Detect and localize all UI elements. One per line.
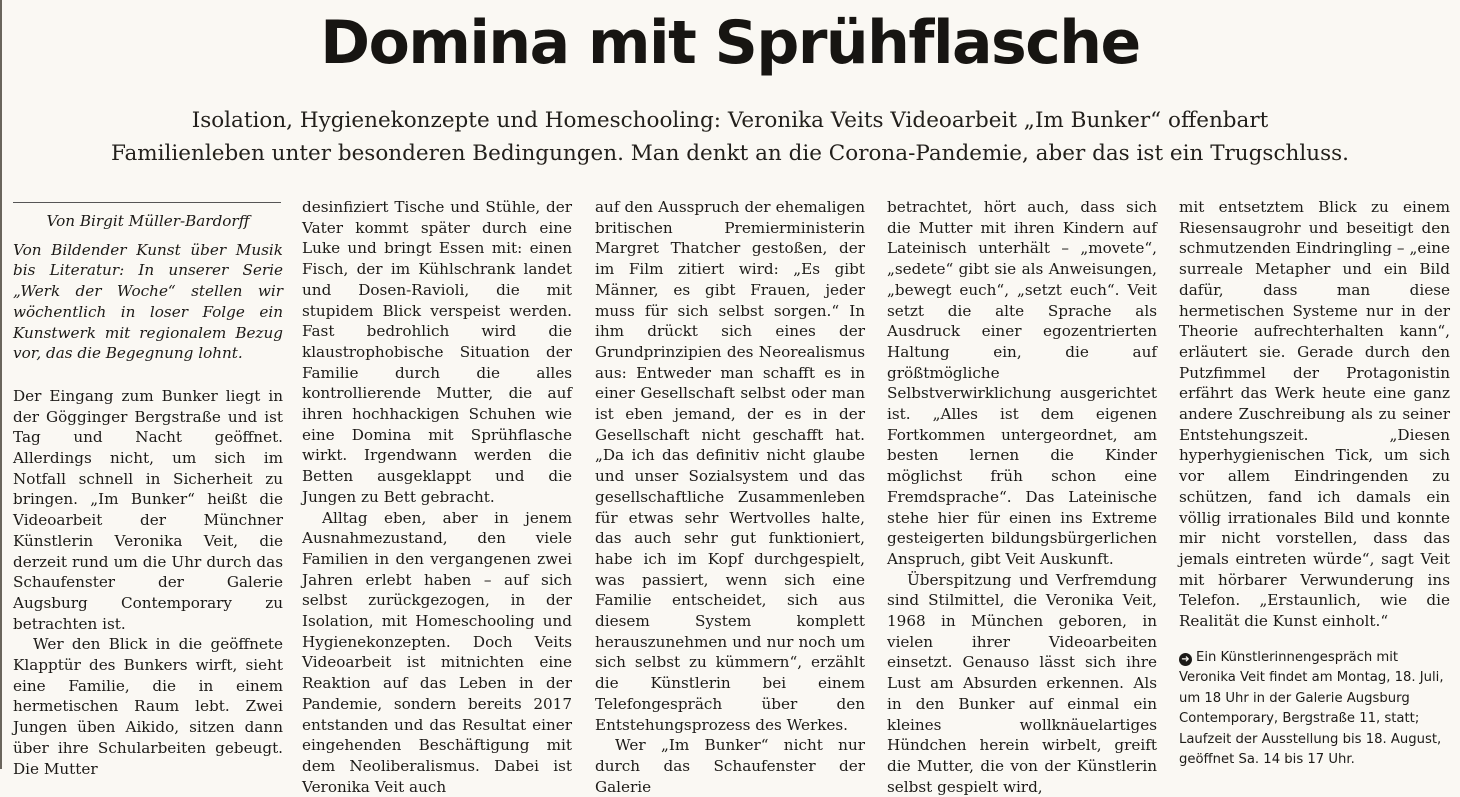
- event-info: [1179, 648, 1450, 771]
- paragraph: mit entsetztem Blick zu einem Riesensaugrohr und beseitigt den schmutzenden Eindringling – „eine surreale Metapher und ein Bild dafür, dass man diese hermetischen Systeme nur in der Theorie aufrechterhalten kann“, erläutert sie. Gerade durch den Putzfimmel der Protagonistin erfährt das Werk heute eine ganz andere Zuschreibung als zu seiner Entstehungszeit. „Diesen hyperhygienischen Tick, um sich vor allem Eindringenden zu schützen, fand ich damals ein völlig irrationales Bild und konnte mir nicht vorstellen, dass das jemals eintreten würde“, sagt Veit mit hörbarer Verwunderung ins Telefon. „Erstaunlich, wie die Realität die Kunst einholt.“: [1179, 198, 1450, 631]
- series-intro: Von Bildender Kunst über Musik bis Literatur: In unserer Serie „Werk der Woche“ stellen wir wöchentlich in loser Folge ein Kunstwerk mit regionalem Bezug vor, das die Begegnung lohnt.: [13, 240, 283, 363]
- paragraph: betrachtet, hört auch, dass sich die Mutter mit ihren Kindern auf Lateinisch unterhält – „movete“, „sedete“ gibt sie als Anweisungen, „bewegt euch“, „setzt euch“. Veit setzt die alte Sprache als Ausdruck einer egozentrierten Haltung ein, die auf größtmögliche Selbstverwirklichung ausgerichtet ist. „Alles ist dem eigenen Fortkommen untergeordnet, am besten lernen die Kinder möglichst früh schon eine Fremdsprache“. Das Lateinische stehe hier für einen ins Extreme gesteigerten bildungsbürgerlichen Anspruch, gibt Veit Auskunft.: [887, 198, 1157, 568]
- column-3: [595, 197, 865, 797]
- paragraph: Wer den Blick in die geöffnete Klapptür des Bunkers wirft, sieht eine Familie, die in einem hermetischen Raum lebt. Zwei Jungen üben Aikido, sitzen dann über ihre Schularbeiten gebeugt. Die Mutter: [13, 635, 283, 778]
- column-4: [887, 197, 1157, 797]
- paragraph: Überspitzung und Verfremdung sind Stilmittel, die Veronika Veit, 1968 in München geboren, in vielen ihrer Videoarbeiten einsetzt. Genauso lässt sich ihre Lust am Absurden erkennen. Als in den Bunker auf einmal ein kleines wollknäuelartiges Hündchen herein wirbelt, greift die Mutter, die von der Künstlerin selbst gespielt wird,: [887, 570, 1157, 796]
- byline: Von Birgit Müller-Bardorff: [46, 212, 250, 230]
- subheadline-line-1: Isolation, Hygienekonzepte und Homeschooling: Veronika Veits Videoarbeit „Im Bunker“ offenbart: [191, 108, 1269, 133]
- paragraph: desinfiziert Tische und Stühle, der Vater kommt später durch eine Luke und bringt Essen mit: einen Fisch, der im Kühlschrank landet und Dosen-Ravioli, die mit stupidem Blick verspeist werden. Fast bedrohlich wird die klaustrophobische Situation der Familie durch die alles kontrollierende Mutter, die auf ihren hochhackigen Schuhen wie eine Domina mit Sprühflasche wirkt. Irgendwann werden die Betten ausgeklappt und die Jungen zu Bett gebracht.: [302, 198, 572, 506]
- paragraph: Der Eingang zum Bunker liegt in der Gögginger Bergstraße und ist Tag und Nacht geöffnet. Allerdings nicht, um sich im Notfall schnell in Sicherheit zu bringen. „Im Bunker“ heißt die Videoarbeit der Münchner Künstlerin Veronika Veit, die derzeit rund um die Uhr durch das Schaufenster der Galerie Augsburg Contemporary zu betrachten ist.: [13, 386, 283, 633]
- subheadline: [0, 104, 1460, 170]
- column-2: [302, 197, 572, 797]
- arrow-right-icon: ➜: [1179, 653, 1192, 666]
- paragraph: auf den Ausspruch der ehemaligen britischen Premierministerin Margret Thatcher gestoßen, der im Film zitiert wird: „Es gibt Männer, es gibt Frauen, jeder muss für sich selbst sorgen.“ In ihm drückt sich eines der Grundprinzipien des Neorealismus aus: Entweder man schafft es in einer Gesellschaft selbst oder man ist eben jemand, der es in der Gesellschaft nicht geschafft hat. „Da ich das definitiv nicht glaube und unser Sozialsystem und das gesellschaftliche Zusammenleben für etwas sehr Wertvolles halte, das auch sehr gut funktioniert, habe ich im Kopf durchgespielt, was passiert, wenn sich eine Familie entscheidet, sich aus diesem System komplett herauszunehmen und nur noch um sich selbst zu kümmern“, erzählt die Künstlerin bei einem Telefongespräch über den Entstehungsprozess des Werkes.: [595, 198, 865, 734]
- paragraph: Alltag eben, aber in jenem Ausnahmezustand, den viele Familien in den vergangenen zwei Jahren erlebt haben – auf sich selbst zurückgezogen, in der Isolation, mit Homeschooling und Hygienekonzepten. Doch Veits Videoarbeit ist mitnichten eine Reaktion auf das Leben in der Pandemie, sondern bereits 2017 entstanden und das Resultat einer eingehenden Beschäftigung mit dem Neoliberalismus. Dabei ist Veronika Veit auch: [302, 508, 572, 796]
- page-title: Domina mit Sprühflasche: [320, 8, 1140, 78]
- column-5: [1179, 197, 1450, 771]
- event-info-text: Ein Künstlerinnengespräch mit Veronika Veit findet am Montag, 18. Juli, um 18 Uhr in der Galerie Augsburg Contemporary, Bergstraße 11, statt; Laufzeit der Ausstellung bis 18. August, geöffnet Sa. 14 bis 17 Uhr.: [1179, 649, 1444, 768]
- column-1: [13, 201, 283, 779]
- paragraph: Wer „Im Bunker“ nicht nur durch das Schaufenster der Galerie: [595, 736, 865, 796]
- subheadline-line-2: Familienleben unter besonderen Bedingungen. Man denkt an die Corona-Pandemie, aber das ist ein Trugschluss.: [111, 141, 1349, 166]
